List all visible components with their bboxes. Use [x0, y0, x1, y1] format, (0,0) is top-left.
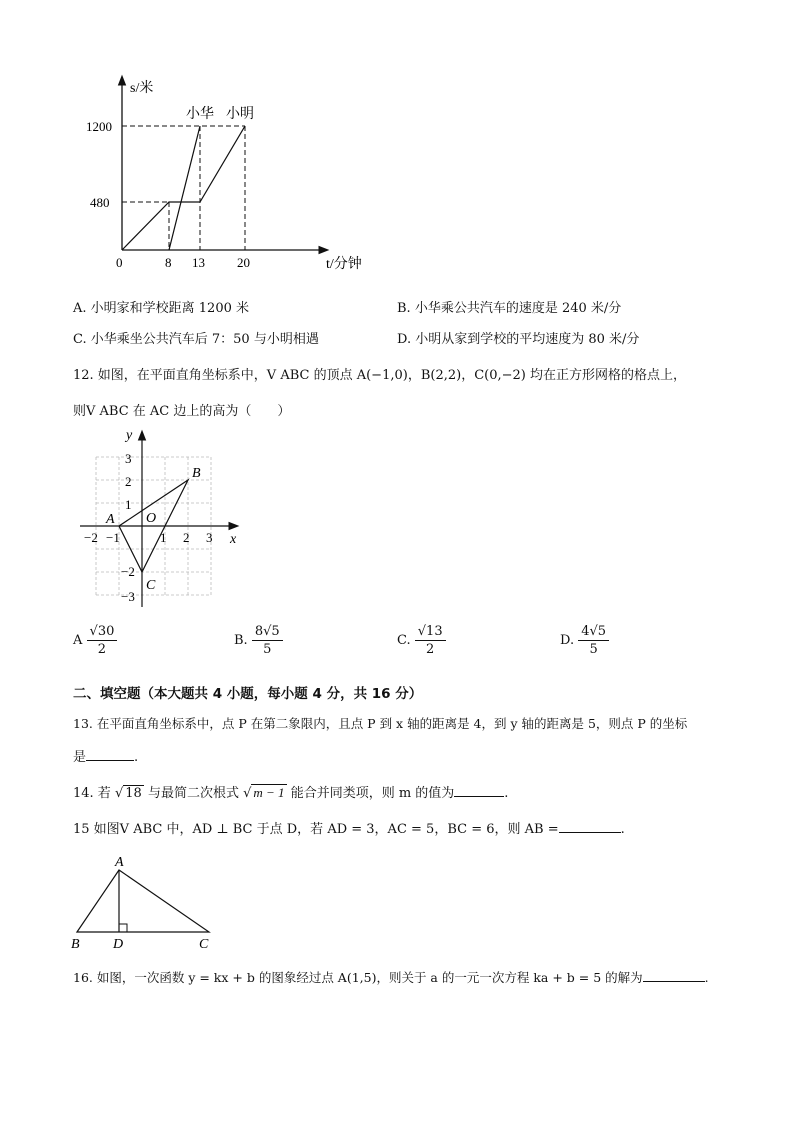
q13-line1: 13. 在平面直角坐标系中，点 P 在第二象限内，且点 P 到 x 轴的距离是 4，到 y 轴的距离是 5，则点 P 的坐标: [73, 716, 688, 731]
q12-option-b: B. $\frac{8√5}{5}$: [234, 624, 283, 657]
q11-option-c: C. 小华乘坐公共汽车后 7：50 与小明相遇: [73, 332, 319, 347]
q12-stem-line2: 则V ABC 在 AC 边上的高为（ ）: [73, 404, 291, 419]
svg-text:−1: −1: [106, 530, 120, 545]
answer-blank: [86, 748, 134, 761]
svg-text:O: O: [146, 511, 157, 526]
q11-option-b: B. 小华乘公共汽车的速度是 240 米/分: [397, 301, 622, 316]
y-tick-1200: 1200: [86, 119, 112, 134]
svg-text:B: B: [71, 937, 80, 952]
xiaoming-line: [122, 126, 245, 250]
y-axis-label: s/米: [130, 81, 154, 96]
svg-text:2: 2: [125, 474, 132, 489]
q12-option-d: D. $\frac{4√5}{5}$: [560, 624, 609, 657]
svg-text:−2: −2: [84, 530, 98, 545]
q15-stem: 15 如图V ABC 中，AD ⊥ BC 于点 D，若 AD = 3，AC = 5，BC = 6，则 AB = .: [73, 822, 625, 837]
svg-text:−3: −3: [121, 589, 135, 604]
q11-option-a: A. 小明家和学校距离 1200 米: [73, 301, 250, 316]
x-tick-13: 13: [192, 255, 205, 270]
section-title: 二、填空题（本大题共 4 小题，每小题 4 分，共 16 分）: [73, 686, 423, 702]
svg-text:−2: −2: [121, 564, 135, 579]
svg-text:A: A: [106, 512, 115, 527]
svg-text:1: 1: [160, 530, 167, 545]
answer-blank: [559, 820, 621, 833]
coordinate-grid: [78, 425, 248, 610]
svg-text:y: y: [126, 428, 133, 443]
q12-option-c: C. $\frac{√13}{2}$: [397, 624, 446, 657]
label-xiaohua: 小华: [186, 107, 214, 122]
answer-blank: [643, 969, 705, 982]
q14: 14. 若 √ 18 与最简二次根式 √ m − 1 能合并同类项，则 m 的值为 .: [73, 785, 509, 801]
triangle-abc-altitude: [65, 852, 225, 954]
svg-text:x: x: [230, 532, 237, 547]
q11-option-d: D. 小明从家到学校的平均速度为 80 米/分: [397, 332, 640, 347]
svg-text:3: 3: [125, 451, 132, 466]
x-axis-label: t/分钟: [326, 257, 362, 272]
q16-stem: 16. 如图，一次函数 y = kx + b 的图象经过点 A(1,5)，则关于 a 的一元一次方程 ka + b = 5 的解为 .: [73, 970, 709, 985]
svg-text:B: B: [192, 466, 201, 481]
q12-stem-line1: 12. 如图，在平面直角坐标系中，V ABC 的顶点 A(−1,0)，B(2,2)，C(0,−2) 均在正方形网格的格点上，: [73, 368, 686, 383]
svg-text:1: 1: [125, 497, 132, 512]
answer-blank: [454, 784, 504, 797]
svg-text:A: A: [115, 855, 124, 870]
x-tick-20: 20: [237, 255, 250, 270]
x-tick-0: 0: [116, 255, 123, 270]
svg-text:3: 3: [206, 530, 213, 545]
distance-time-graph: [86, 70, 380, 275]
svg-text:D: D: [113, 937, 124, 952]
q13-line2: 是 .: [73, 750, 139, 765]
y-tick-480: 480: [90, 195, 110, 210]
x-tick-8: 8: [165, 255, 172, 270]
svg-text:C: C: [199, 937, 209, 952]
label-xiaoming: 小明: [226, 107, 254, 122]
svg-text:2: 2: [183, 530, 190, 545]
q12-option-a: A $\frac{√30}{2}$: [73, 624, 117, 657]
xiaohua-line: [169, 126, 200, 250]
svg-text:C: C: [146, 578, 156, 593]
